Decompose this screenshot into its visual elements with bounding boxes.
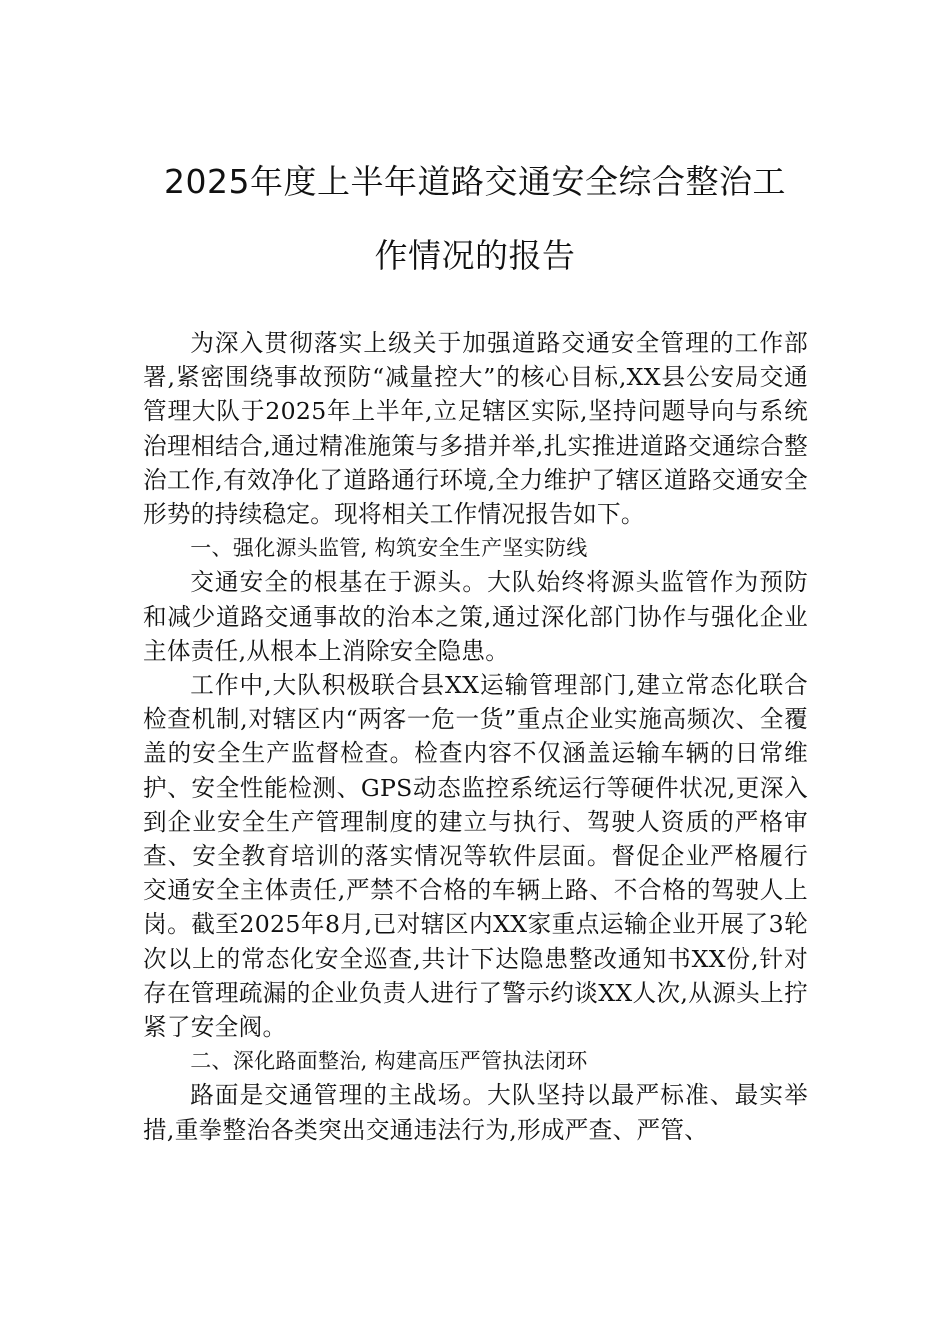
document-body — [143, 326, 808, 1147]
document-title — [140, 162, 810, 276]
title-line-1: 2025年度上半年道路交通安全综合整治工 — [164, 162, 786, 201]
title-line-2: 作情况的报告 — [374, 236, 576, 275]
section-2-heading: 二、深化路面整治, 构建高压严管执法闭环 — [190, 1049, 588, 1074]
section-2-paragraph-1: 路面是交通管理的主战场。大队坚持以最严标准、最实举措,重拳整治各类突出交通违法行为,形成严查、严管、 — [143, 1081, 808, 1144]
section-1-heading: 一、强化源头监管, 构筑安全生产坚实防线 — [190, 536, 588, 561]
section-1-paragraph-2: 工作中,大队积极联合县XX运输管理部门,建立常态化联合检查机制,对辖区内“两客一危一货”重点企业实施高频次、全覆盖的安全生产监督检查。检查内容不仅涵盖运输车辆的日常维护、安全性能检测、GPS动态监控系统运行等硬件状况,更深入到企业安全生产管理制度的建立与执行、驾驶人资质的严格审查、安全教育培训的落实情况等软件层面。督促企业严格履行交通安全主体责任,严禁不合格的车辆上路、不合格的驾驶人上岗。截至2025年8月,已对辖区内XX家重点运输企业开展了3轮次以上的常态化安全巡查,共计下达隐患整改通知书XX份,针对存在管理疏漏的企业负责人进行了警示约谈XX人次,从源头上拧紧了安全阀。 — [143, 671, 808, 1042]
intro-paragraph: 为深入贯彻落实上级关于加强道路交通安全管理的工作部署,紧密围绕事故预防“减量控大”的核心目标,XX县公安局交通管理大队于2025年上半年,立足辖区实际,坚持问题导向与系统治理相结合,通过精准施策与多措并举,扎实推进道路交通综合整治工作,有效净化了道路通行环境,全力维护了辖区道路交通安全形势的持续稳定。现将相关工作情况报告如下。 — [143, 329, 808, 529]
section-1-paragraph-1: 交通安全的根基在于源头。大队始终将源头监管作为预防和减少道路交通事故的治本之策,通过深化部门协作与强化企业主体责任,从根本上消除安全隐患。 — [143, 568, 808, 665]
